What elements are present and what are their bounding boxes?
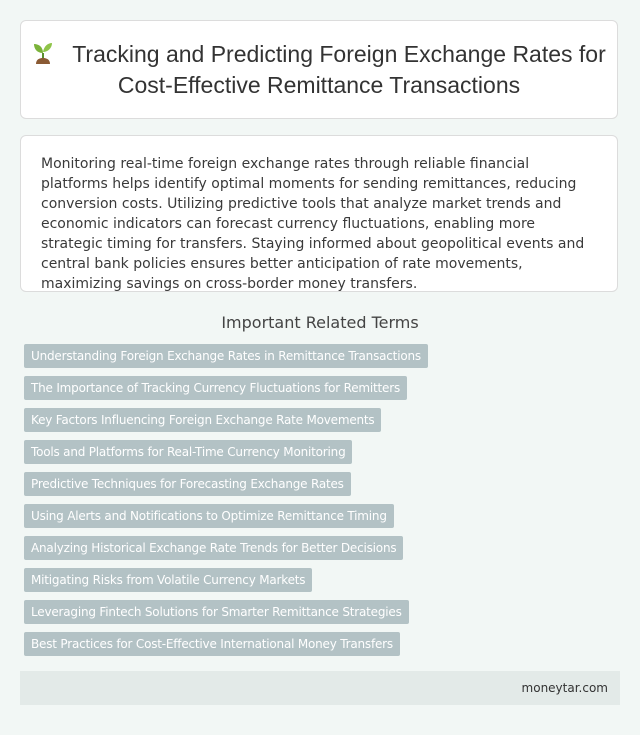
related-term-link[interactable]: Using Alerts and Notifications to Optimize Remittance Timing	[24, 504, 394, 528]
related-terms-list	[24, 344, 428, 664]
related-terms-heading: Important Related Terms	[221, 313, 419, 332]
related-term-link[interactable]: The Importance of Tracking Currency Fluctuations for Remitters	[24, 376, 407, 400]
footer	[20, 671, 620, 705]
related-term-item	[24, 376, 428, 408]
related-term-link[interactable]: Predictive Techniques for Forecasting Exchange Rates	[24, 472, 351, 496]
related-term-link[interactable]: Key Factors Influencing Foreign Exchange Rate Movements	[24, 408, 381, 432]
related-term-link[interactable]: Analyzing Historical Exchange Rate Trends for Better Decisions	[24, 536, 403, 560]
related-term-link[interactable]: Leveraging Fintech Solutions for Smarter Remittance Strategies	[24, 600, 409, 624]
intro-card	[20, 135, 618, 292]
related-term-item	[24, 504, 428, 536]
related-term-item	[24, 344, 428, 376]
related-term-item	[24, 408, 428, 440]
related-term-link[interactable]: Tools and Platforms for Real-Time Currency Monitoring	[24, 440, 352, 464]
intro-paragraph: Monitoring real-time foreign exchange rates through reliable financial platforms helps identify optimal moments for sending remittances, reducing conversion costs. Utilizing predictive tools that analyze market trends and economic indicators can forecast currency fluctuations, enabling more strategic timing for transfers. Staying informed about geopolitical events and central bank policies ensures better anticipation of rate movements, maximizing savings on cross-border money transfers.	[41, 156, 585, 292]
page-title-text: Tracking and Predicting Foreign Exchange Rates for Cost-Effective Remittance Transactions	[72, 40, 606, 98]
related-term-item	[24, 632, 428, 664]
page-title	[21, 39, 617, 101]
related-term-item	[24, 440, 428, 472]
related-term-link[interactable]: Understanding Foreign Exchange Rates in Remittance Transactions	[24, 344, 428, 368]
footer-site-name: moneytar.com	[521, 681, 608, 695]
related-term-item	[24, 600, 428, 632]
sprout-icon	[32, 40, 54, 64]
title-card	[20, 20, 618, 119]
related-term-link[interactable]: Mitigating Risks from Volatile Currency Markets	[24, 568, 312, 592]
related-term-item	[24, 568, 428, 600]
related-term-item	[24, 472, 428, 504]
related-term-link[interactable]: Best Practices for Cost-Effective International Money Transfers	[24, 632, 400, 656]
related-term-item	[24, 536, 428, 568]
